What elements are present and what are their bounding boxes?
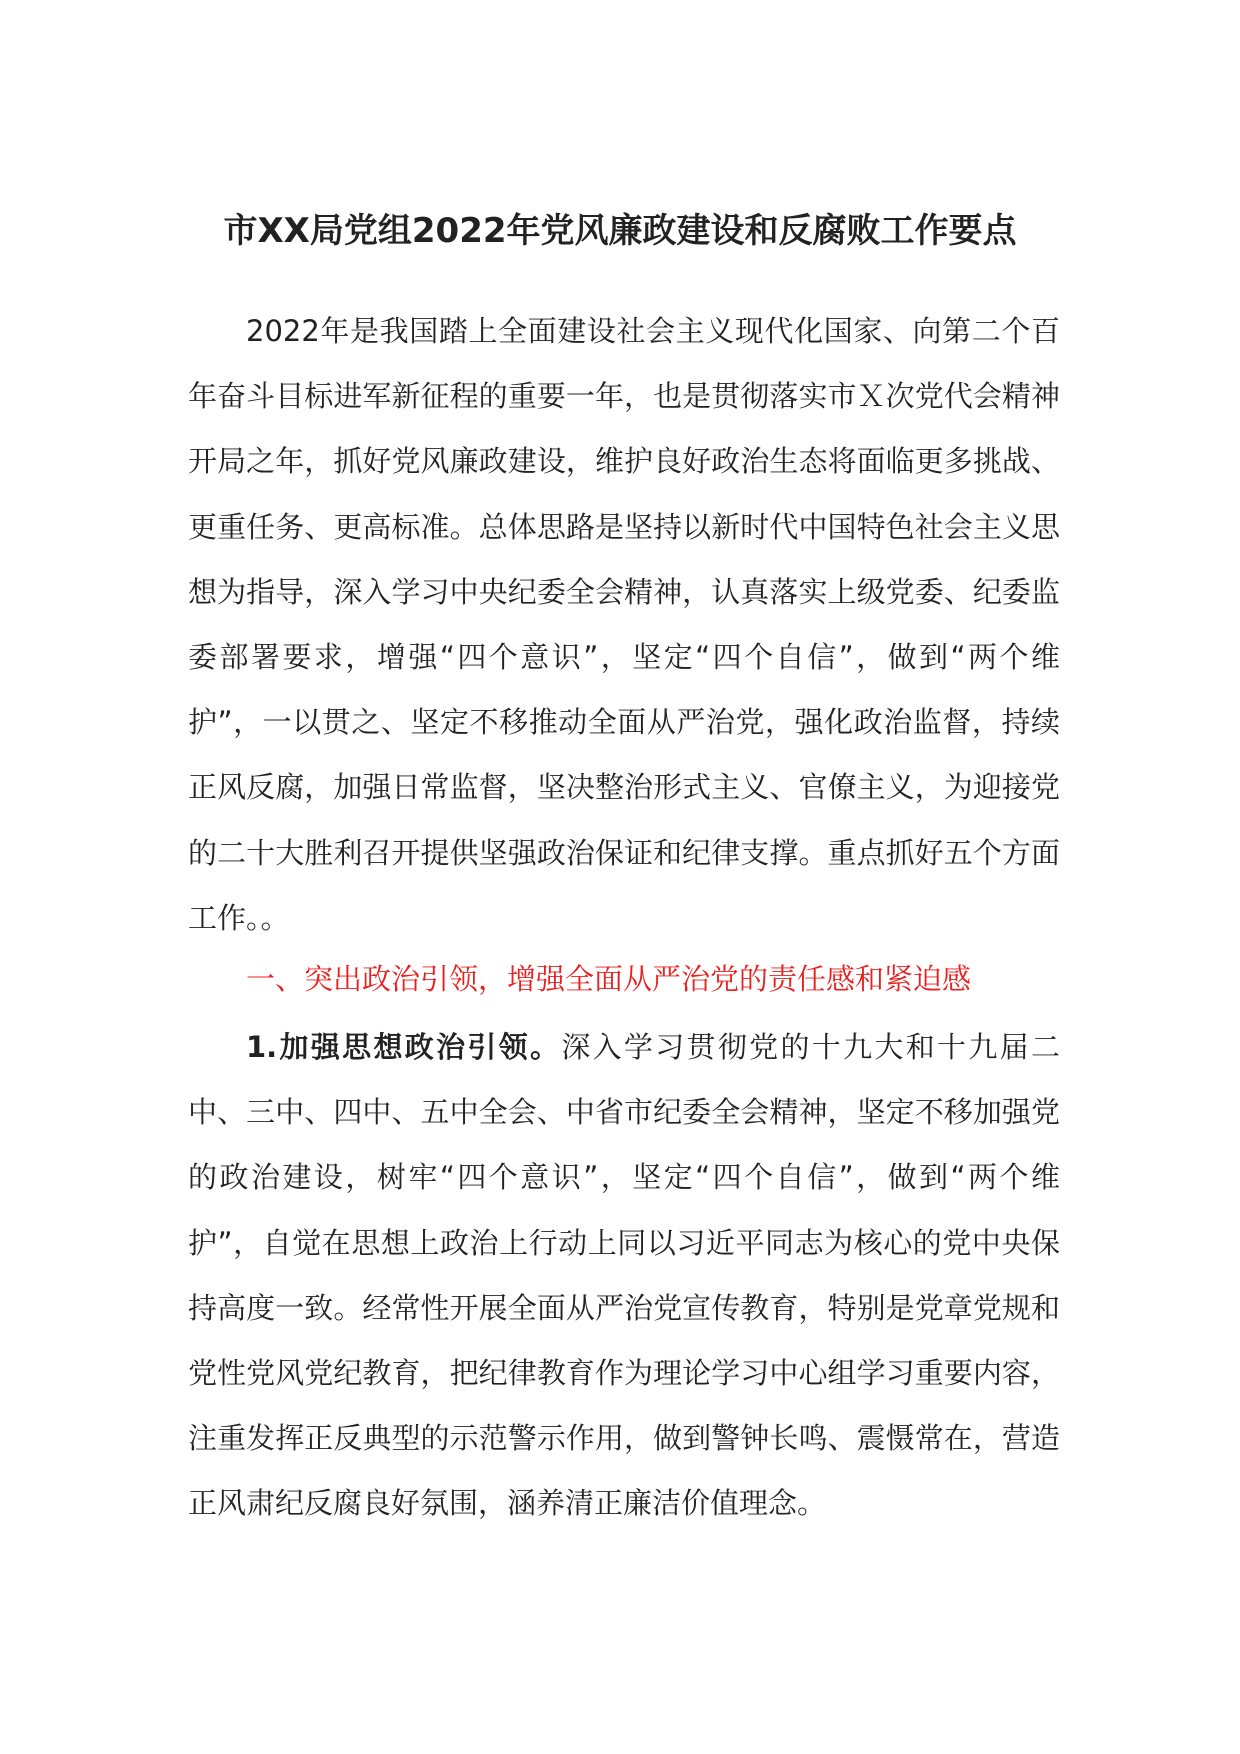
document-title: 市XX局党组2022年党风廉政建设和反腐败工作要点 xyxy=(223,211,1017,251)
intro-paragraph: 2022年是我国踏上全面建设社会主义现代化国家、向第二个百年奋斗目标进军新征程的重要一年，也是贯彻落实市Ｘ次党代会精神开局之年，抓好党风廉政建设，维护良好政治生态将面临更多挑战、更重任务、更高标准。总体思路是坚持以新时代中国特色社会主义思想为指导，深入学习中央纪委全会精神，认真落实上级党委、纪委监委部署要求，增强“四个意识”，坚定“四个自信”，做到“两个维护”，一以贯之、坚定不移推动全面从严治党，强化政治监督，持续正风反腐，加强日常监督，坚决整治形式主义、官僚主义，为迎接党的二十大胜利召开提供坚强政治保证和纪律支撑。重点抓好五个方面工作。。 xyxy=(188,314,1060,935)
item-1-paragraph xyxy=(188,1015,1060,1537)
item-1-text: 深入学习贯彻党的十九大和十九届二中、三中、四中、五中全会、中省市纪委全会精神，坚定不移加强党的政治建设，树牢“四个意识”，坚定“四个自信”，做到“两个维护”，自觉在思想上政治上行动上同以习近平同志为核心的党中央保持高度一致。经常性开展全面从严治党宣传教育，特别是党章党规和党性党风党纪教育，把纪律教育作为理论学习中心组学习重要内容，注重发挥正反典型的示范警示作用，做到警钟长鸣、震慑常在，营造正风肃纪反腐良好氛围，涵养清正廉洁价值理念。 xyxy=(188,1030,1060,1521)
item-1-lead: 1.加强思想政治引领。 xyxy=(246,1030,562,1064)
section-heading: 一、突出政治引领，增强全面从严治党的责任感和紧迫感 xyxy=(246,962,972,996)
